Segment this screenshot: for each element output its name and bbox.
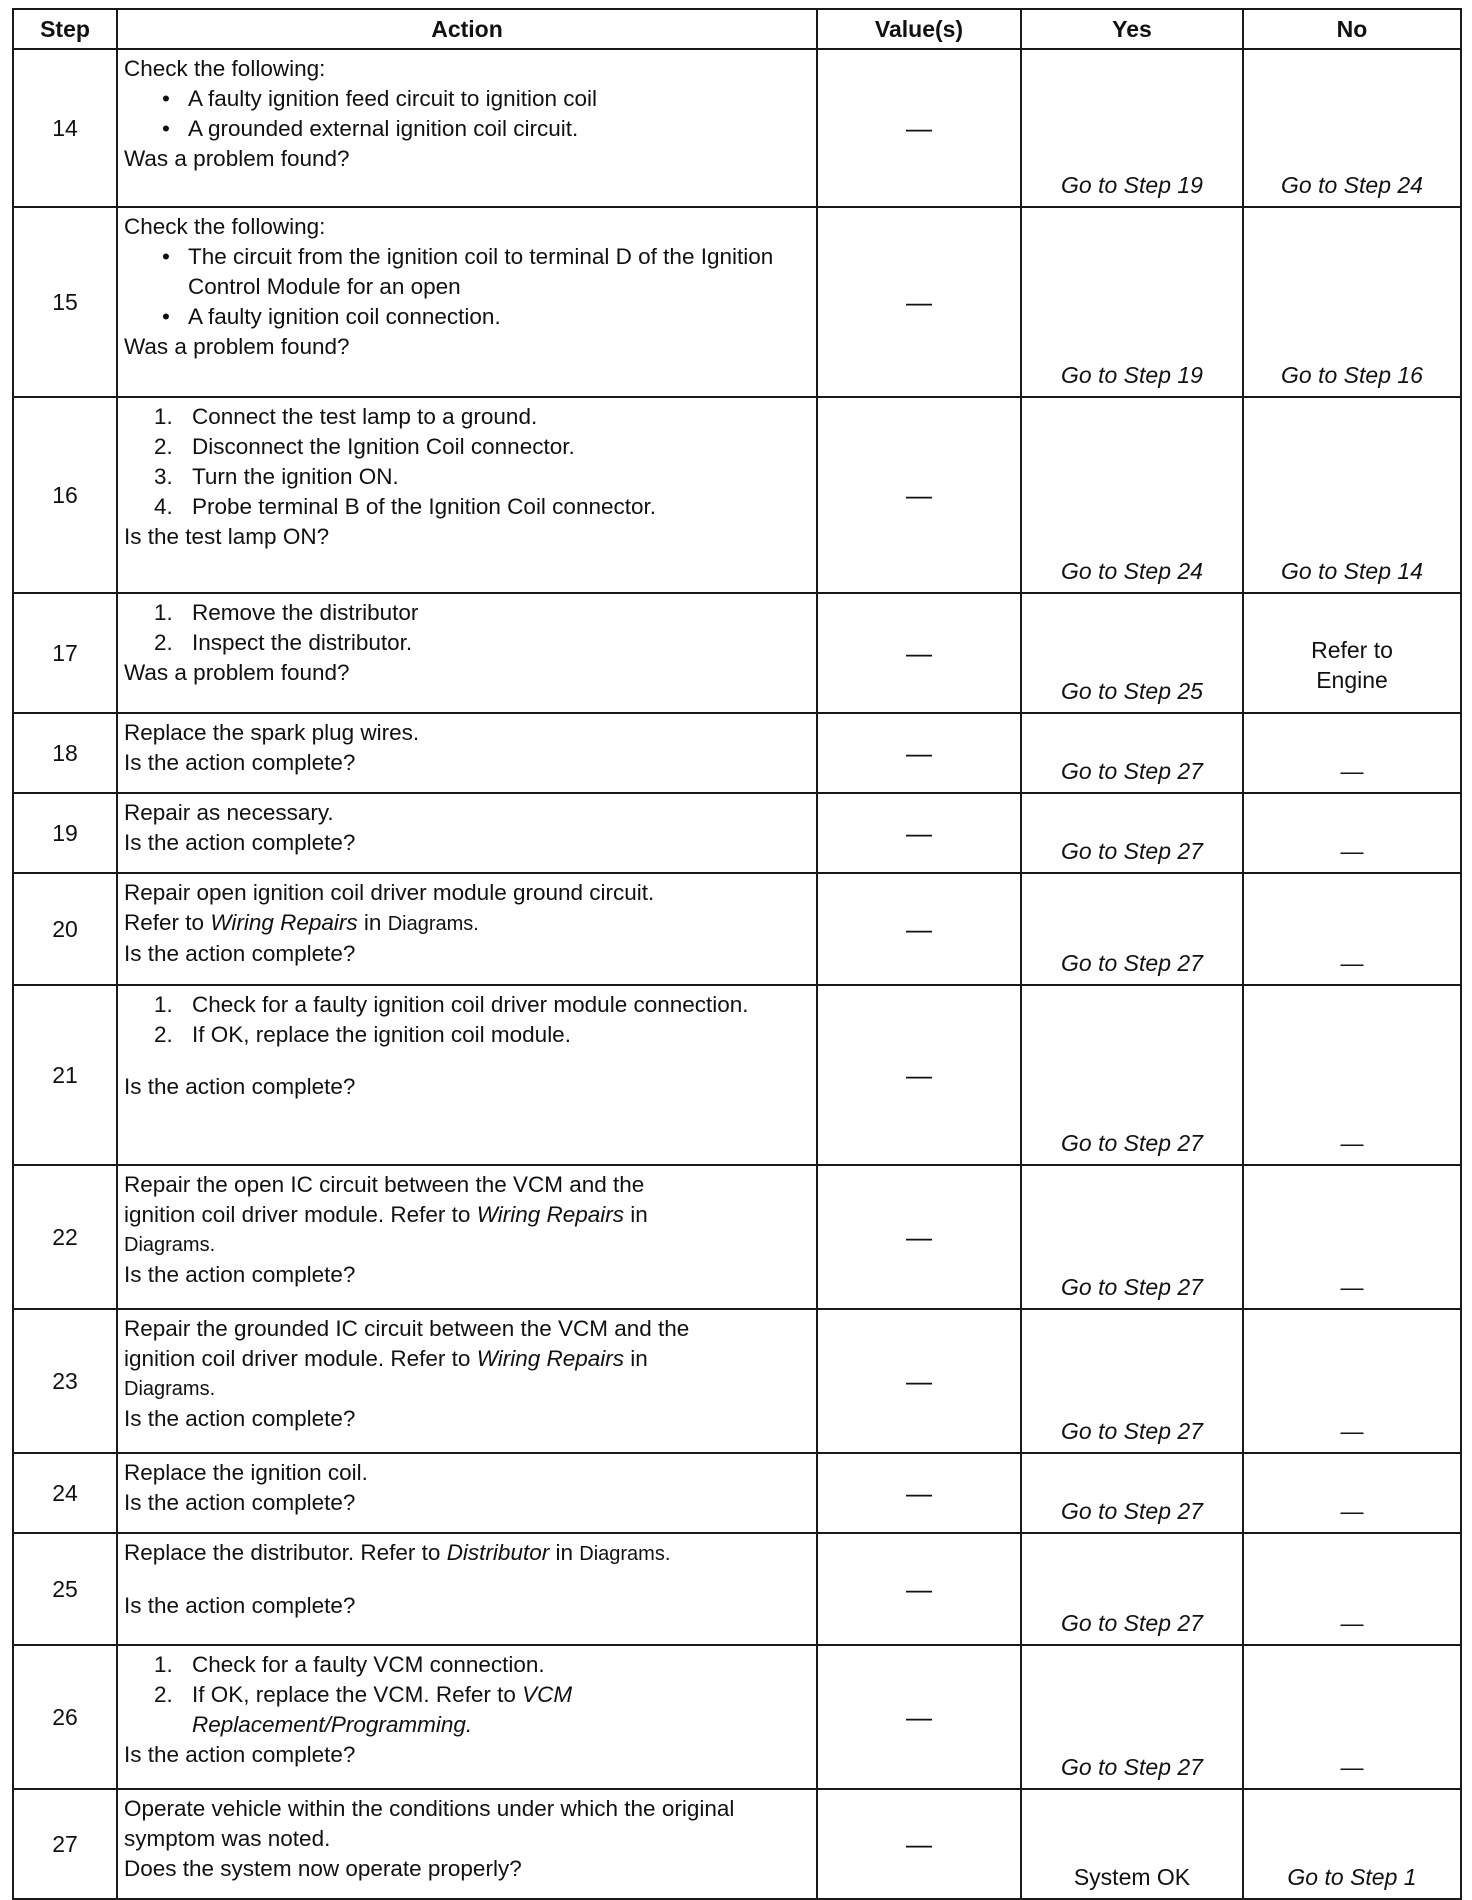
bullet-item: • A faulty ignition coil connection. [162,304,501,329]
action-refer-doc: Diagrams. [124,1378,216,1400]
action-line: Repair the open IC circuit between the VCM and the [124,1172,645,1197]
numbered-item: 4. Probe terminal B of the Ignition Coil connector. [154,494,657,519]
no-cell: Go to Step 1 [1243,1789,1461,1899]
action-question: Is the action complete? [124,941,356,966]
value-cell: — [817,1453,1021,1533]
action-cell [117,593,817,713]
no-cell [1243,593,1461,713]
action-cell [117,1309,817,1453]
table-row [13,207,1461,397]
no-cell: — [1243,1165,1461,1309]
step-number: 27 [13,1789,117,1899]
action-question: Is the action complete? [124,750,356,775]
value-cell: — [817,1645,1021,1789]
step-number: 26 [13,1645,117,1789]
numbered-item: 2. Inspect the distributor. [154,630,413,655]
action-cell [117,1789,817,1899]
numbered-item: 1. Connect the test lamp to a ground. [154,404,538,429]
yes-cell: Go to Step 24 [1021,397,1243,593]
yes-cell: Go to Step 27 [1021,985,1243,1165]
step-number: 23 [13,1309,117,1453]
numbered-item: 1. Check for a faulty ignition coil driver module connection. [154,992,749,1017]
header-action: Action [117,9,817,49]
yes-cell: Go to Step 27 [1021,1453,1243,1533]
wiring-repairs-link: Wiring Repairs [476,1202,625,1227]
no-cell: Go to Step 16 [1243,207,1461,397]
step-number: 20 [13,873,117,985]
action-refer: ignition coil driver module. Refer to Wiring Repairs in [124,1346,648,1371]
no-refer-line2: Engine [1316,667,1388,693]
vcm-replacement-link: VCM Replacement/Programming. [192,1682,573,1737]
header-no: No [1243,9,1461,49]
table-row [13,49,1461,207]
table-row [13,1453,1461,1533]
no-cell: Go to Step 14 [1243,397,1461,593]
action-question: Does the system now operate properly? [124,1856,522,1881]
value-cell: — [817,593,1021,713]
bullet-item: • A faulty ignition feed circuit to ignition coil [162,86,597,111]
action-refer-doc: Diagrams. [124,1234,216,1256]
no-cell: — [1243,985,1461,1165]
value-cell: — [817,985,1021,1165]
action-line: Repair the grounded IC circuit between the VCM and the [124,1316,690,1341]
step-number: 19 [13,793,117,873]
numbered-item: 2. Disconnect the Ignition Coil connector. [154,434,575,459]
action-question: Was a problem found? [124,334,350,359]
action-cell [117,1165,817,1309]
action-intro: Check the following: [124,56,326,81]
action-cell [117,793,817,873]
diagnostic-table [12,8,1462,1900]
yes-cell: Go to Step 27 [1021,713,1243,793]
step-number: 25 [13,1533,117,1645]
yes-cell: Go to Step 27 [1021,873,1243,985]
numbered-item: 3. Turn the ignition ON. [154,464,399,489]
table-row [13,713,1461,793]
no-cell: — [1243,1453,1461,1533]
table-row [13,1309,1461,1453]
step-number: 22 [13,1165,117,1309]
action-cell [117,49,817,207]
no-cell: — [1243,1533,1461,1645]
no-cell: — [1243,713,1461,793]
step-number: 16 [13,397,117,593]
header-row [13,9,1461,49]
numbered-item: 2. If OK, replace the VCM. Refer to VCM Replacement/Programming. [154,1682,573,1737]
yes-cell: Go to Step 25 [1021,593,1243,713]
header-step: Step [13,9,117,49]
action-refer: Replace the distributor. Refer to Distributor in Diagrams. [124,1540,671,1565]
yes-cell: Go to Step 27 [1021,793,1243,873]
bullet-item: • A grounded external ignition coil circuit. [162,116,579,141]
action-question: Is the action complete? [124,1262,356,1287]
wiring-repairs-link: Wiring Repairs [210,910,358,935]
no-cell: — [1243,793,1461,873]
no-cell: — [1243,873,1461,985]
table-row [13,793,1461,873]
action-question: Is the action complete? [124,830,356,855]
diagnostic-table-sheet [12,8,1462,1900]
action-question: Is the action complete? [124,1074,356,1099]
action-intro: Repair open ignition coil driver module ground circuit. [124,880,655,905]
action-cell [117,1645,817,1789]
table-row [13,1645,1461,1789]
action-refer: ignition coil driver module. Refer to Wiring Repairs in [124,1202,648,1227]
step-number: 15 [13,207,117,397]
distributor-link: Distributor [446,1540,550,1565]
header-values: Value(s) [817,9,1021,49]
value-cell: — [817,793,1021,873]
yes-cell: Go to Step 27 [1021,1533,1243,1645]
yes-cell: System OK [1021,1789,1243,1899]
value-cell: — [817,49,1021,207]
action-question: Is the action complete? [124,1593,356,1618]
no-cell: — [1243,1309,1461,1453]
step-number: 24 [13,1453,117,1533]
action-question: Was a problem found? [124,146,350,171]
step-number: 14 [13,49,117,207]
value-cell: — [817,397,1021,593]
action-intro: Check the following: [124,214,326,239]
yes-cell: Go to Step 27 [1021,1165,1243,1309]
no-cell: Go to Step 24 [1243,49,1461,207]
table-row [13,873,1461,985]
action-cell [117,1533,817,1645]
header-yes: Yes [1021,9,1243,49]
value-cell: — [817,1533,1021,1645]
action-cell [117,397,817,593]
yes-cell: Go to Step 19 [1021,49,1243,207]
table-row [13,1165,1461,1309]
action-question: Is the test lamp ON? [124,524,330,549]
action-intro: Operate vehicle within the conditions under which the original symptom was noted. [124,1796,735,1851]
action-question: Is the action complete? [124,1742,356,1767]
action-intro: Replace the spark plug wires. [124,720,420,745]
action-intro: Replace the ignition coil. [124,1460,368,1485]
table-row [13,397,1461,593]
action-cell [117,207,817,397]
action-question: Is the action complete? [124,1406,356,1431]
no-cell: — [1243,1645,1461,1789]
table-row [13,1789,1461,1899]
action-cell [117,1453,817,1533]
numbered-item: 2. If OK, replace the ignition coil module. [154,1022,571,1047]
value-cell: — [817,1165,1021,1309]
value-cell: — [817,873,1021,985]
numbered-item: 1. Check for a faulty VCM connection. [154,1652,545,1677]
step-number: 17 [13,593,117,713]
action-question: Was a problem found? [124,660,350,685]
yes-cell: Go to Step 27 [1021,1645,1243,1789]
value-cell: — [817,1309,1021,1453]
value-cell: — [817,713,1021,793]
value-cell: — [817,1789,1021,1899]
action-cell [117,873,817,985]
action-question: Is the action complete? [124,1490,356,1515]
table-row [13,1533,1461,1645]
action-cell [117,713,817,793]
action-intro: Repair as necessary. [124,800,334,825]
wiring-repairs-link: Wiring Repairs [476,1346,625,1371]
value-cell: — [817,207,1021,397]
step-number: 18 [13,713,117,793]
step-number: 21 [13,985,117,1165]
bullet-item: • The circuit from the ignition coil to terminal D of the Ignition Control Module for an open [162,244,774,299]
table-row [13,593,1461,713]
table-row [13,985,1461,1165]
action-refer: Refer to Wiring Repairs in Diagrams. [124,910,479,935]
yes-cell: Go to Step 19 [1021,207,1243,397]
numbered-item: 1. Remove the distributor [154,600,419,625]
action-cell [117,985,817,1165]
yes-cell: Go to Step 27 [1021,1309,1243,1453]
no-refer-line1: Refer to [1311,637,1393,663]
